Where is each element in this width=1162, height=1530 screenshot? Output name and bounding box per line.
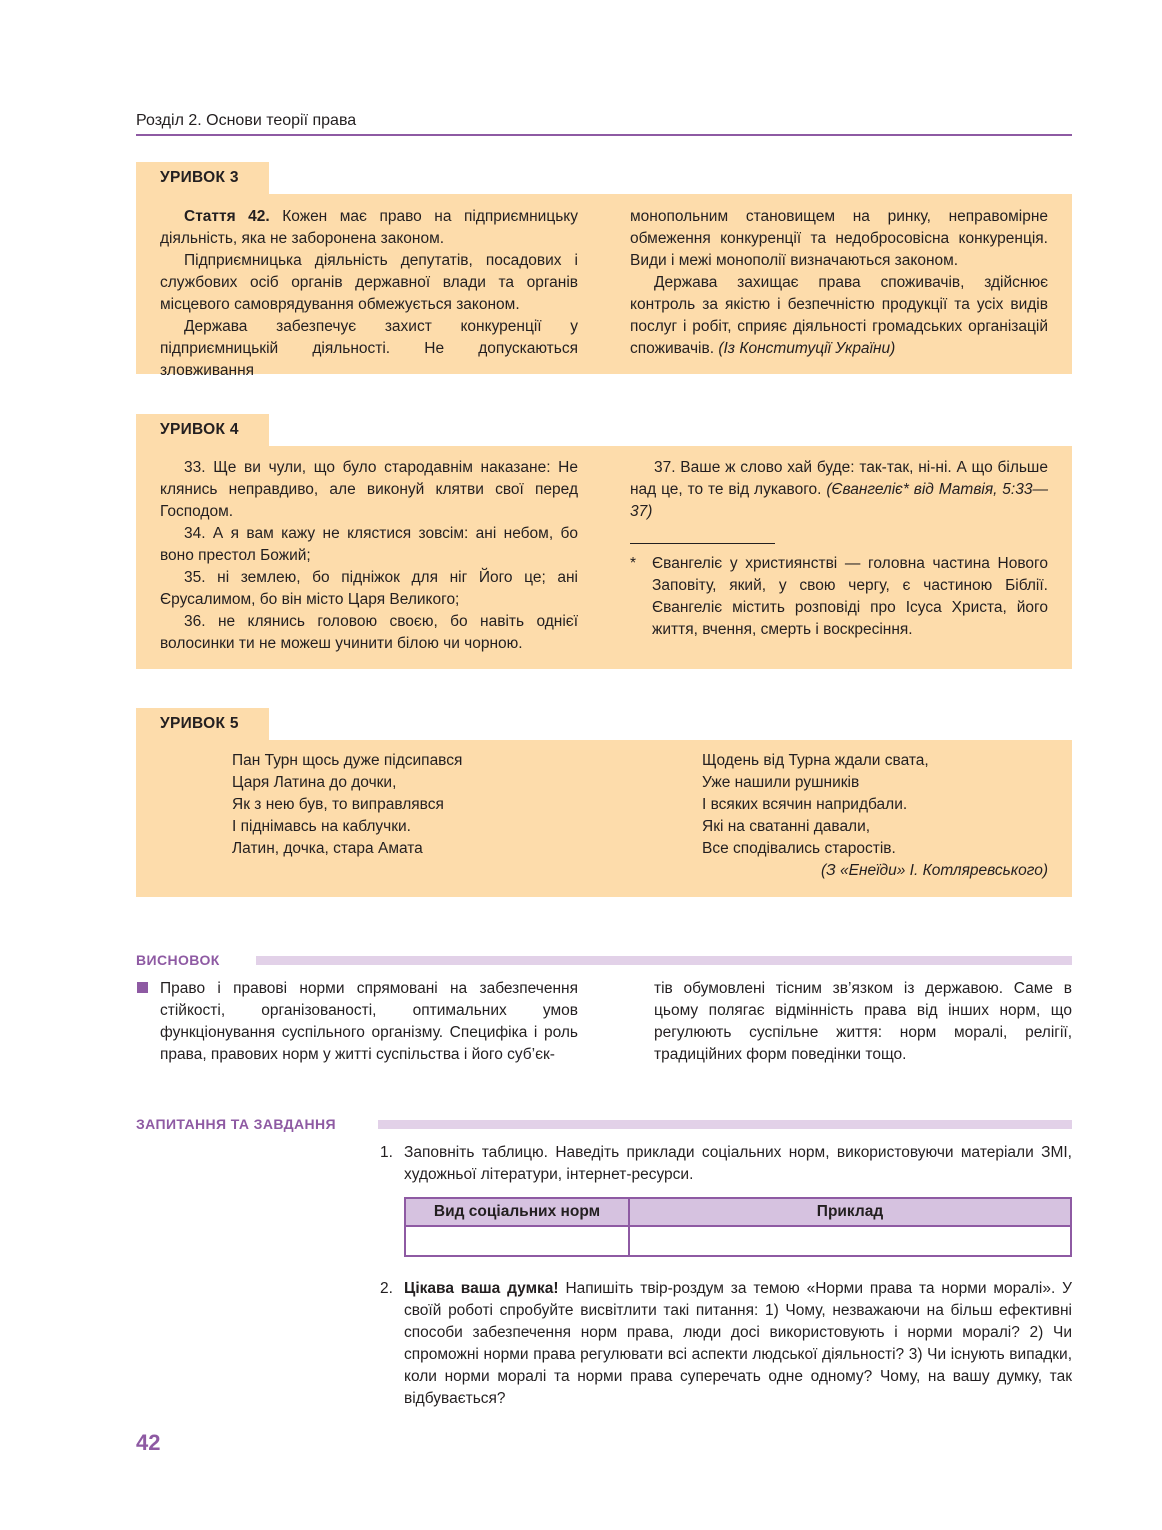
social-norms-table [404,1197,1072,1257]
verse-37 [630,457,1048,523]
poem-line: Все сподівались старостів. [702,840,896,857]
excerpt-5-tab: УРИВОК 5 [136,708,269,740]
poem-line: Царя Латина до дочки, [232,774,397,791]
task-2-body: Напишіть твір-роздум за темою «Норми права та норми моралі». У своїй роботі спробуйте висвітлити такі питання: 1) Чому, незважаючи на більш ефективні способи забезпечення норм права, люди досі використовують і норми моралі? 2) Чи спроможні норми права регулювати всі аспекти людської діяльності? 3) Чи існують випадки, коли норми моралі та норми права суперечать одне одному? Чому, на вашу думку, так відбувається? [404,1280,1072,1407]
task-2-lead: Цікава ваша думка! [404,1280,559,1297]
verse-33: 33. Ще ви чули, що було стародавнім наказане: Не клянись неправдиво, але виконуй клятви свої перед Господом. [160,459,578,520]
task-2-text [404,1278,1072,1410]
task-2 [380,1278,1072,1410]
poem-line: Щодень від Турна ждали свата, [702,752,929,769]
table-header-example: Приклад [629,1198,1071,1226]
table-header-row [405,1198,1071,1226]
article-label: Стаття 42. [184,208,270,225]
excerpt-4 [136,414,1072,670]
poem-left-stanza [232,750,462,860]
excerpt-4-tab: УРИВОК 4 [136,414,269,446]
poem-line: І всяких всячин напридбали. [702,796,908,813]
article-paragraph-5 [630,272,1048,360]
excerpt-5 [136,708,1072,898]
poem-line: Пан Турн щось дуже підсипався [232,752,463,769]
excerpt-3-right-column [630,206,1048,360]
header-rule [136,134,1072,136]
poem-line: І піднімавсь на каблучки. [232,818,411,835]
verse-34: 34. А я вам кажу не клястися зовсім: ані небом, бо воно престол Божий; [160,525,578,564]
verse-35: 35. ні землею, бо підніжок для ніг Його це; ані Єрусалимом, бо він місто Царя Великого; [160,569,578,608]
footnote-text: Євангеліє у християнстві — головна частина Нового Заповіту, який, у свою чергу, є частиною Біблії. Євангеліє містить розповіді про Ісуса Христа, його життя, вчення, смерть і воскресіння. [652,555,1048,638]
excerpt-4-right-column [630,457,1048,641]
article-paragraph-4: монопольним становищем на ринку, неправомірне обмеження конкуренції та недобросовісна конкуренція. Види і межі монополії визначаються законом. [630,208,1048,269]
poem-right-stanza [702,750,929,860]
article-paragraph-2: Підприємницька діяльність депутатів, посадових і службових осіб органів державної влади та органів місцевого самоврядування обмежується законом. [160,252,578,313]
excerpt-5-source: (З «Енеїди» І. Котляревського) [821,862,1048,879]
questions-bar [378,1120,1072,1129]
verse-37-text: 37. Ваше ж слово хай буде: так-так, ні-ні. А що більше над це, то те від лукавого. [630,459,1048,498]
excerpt-3 [136,162,1072,379]
poem-line: Які на сватанні давали, [702,818,871,835]
table-cell-example[interactable] [629,1226,1071,1256]
conclusion-title: ВИСНОВОК [136,952,220,968]
square-bullet-icon [137,982,148,993]
excerpt-3-left-column [160,206,578,382]
excerpt-4-left-column [160,457,578,655]
table-cell-norm-type[interactable] [405,1226,629,1256]
footnote-mark: * [630,555,637,572]
article-text-5: Держава захищає права споживачів, здійснює контроль за якістю і безпечністю продукції та усіх видів послуг і робіт, сприяє діяльності громадських організацій споживачів. [630,274,1048,357]
article-paragraph-3: Держава забезпечує захист конкуренції у підприємницькій діяльності. Не допускаються зловживання [160,318,578,379]
conclusion-left-text: Право і правові норми спрямовані на забезпечення стійкості, організованості, оптимальних умов функціонування суспільного організму. Специфіка і роль права, правових норм у житті суспільства і його суб’єк- [160,980,578,1063]
task-2-number: 2. [380,1280,393,1297]
footnote-rule [630,543,775,544]
poem-line: Уже нашили рушників [702,774,860,791]
conclusion-right-text: тів обумовлені тісним зв’язком із державою. Саме в цьому полягає відмінність права від інших норм, що регулюють суспільне життя: норм моралі, релігії, традиційних форм поведінки тощо. [654,980,1072,1063]
excerpt-3-body [136,194,1072,379]
excerpt-3-source: (Із Конституції України) [714,340,896,357]
footnote [630,553,1048,641]
task-1-text: Заповніть таблицю. Наведіть приклади соціальних норм, використовуючи матеріали ЗМІ, художньої літератури, інтернет-ресурси. [404,1144,1072,1183]
article-text-1: Кожен має право на підприємницьку діяльність, яка не заборонена законом. [160,208,578,247]
task-1-number: 1. [380,1144,393,1161]
excerpt-5-body [136,740,1072,897]
excerpt-4-body [136,446,1072,669]
verse-36: 36. не клянись головою своєю, бо навіть однієї волосинки ти не можеш учинити білою чи чорною. [160,613,578,652]
article-paragraph-1 [160,206,578,250]
poem-line: Латин, дочка, стара Амата [232,840,423,857]
poem-line: Як з нею був, то виправлявся [232,796,444,813]
table-header-norm-type: Вид соціальних норм [405,1198,629,1226]
table-row [405,1226,1071,1256]
questions-title: ЗАПИТАННЯ ТА ЗАВДАННЯ [136,1116,337,1132]
page-number: 42 [136,1430,161,1455]
task-1 [380,1142,1072,1186]
conclusion-bar [256,956,1072,965]
chapter-header: Розділ 2. Основи теорії права [136,112,357,129]
excerpt-3-tab: УРИВОК 3 [136,162,269,194]
excerpt-4-source: (Євангеліє* від Матвія, 5:33—37) [630,481,1048,520]
